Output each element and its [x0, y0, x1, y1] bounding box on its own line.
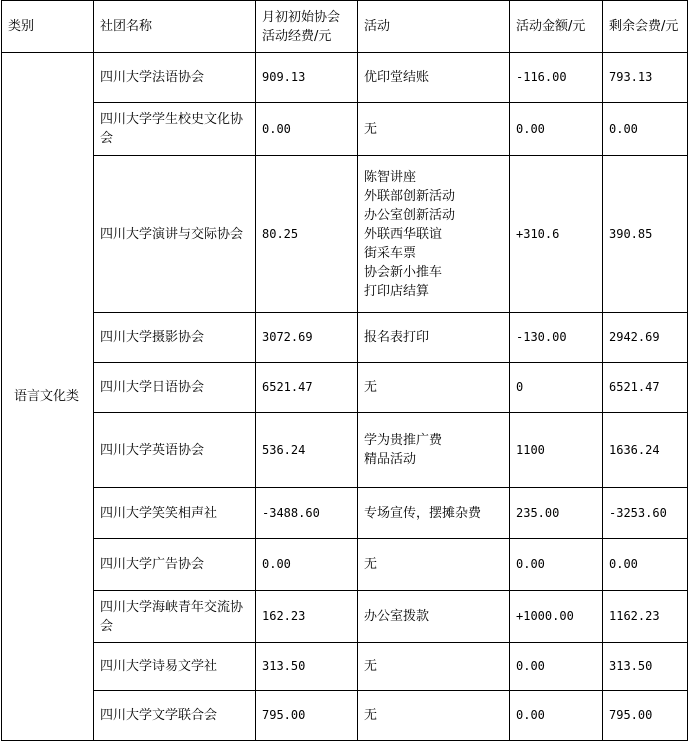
- activity-amount-cell: 0.00: [510, 103, 603, 156]
- activity-item: 外联部创新活动: [364, 188, 456, 204]
- initial-fund-cell: 0.00: [256, 103, 358, 156]
- header-row: [2, 1, 688, 53]
- activity-cell: [358, 691, 510, 741]
- activity-amount-cell: 0.00: [510, 643, 603, 691]
- activity-item: 打印店结算: [364, 283, 430, 299]
- remaining-fund-cell: 6521.47: [603, 363, 688, 413]
- activity-cell: [358, 643, 510, 691]
- activity-item: 协会新小推车: [364, 264, 443, 280]
- activity-item: 办公室拨款: [364, 609, 430, 624]
- table-row: [2, 103, 688, 156]
- header-activity: 活动: [358, 1, 510, 53]
- finance-table: [1, 0, 688, 741]
- activity-item: 专场宣传，摆摊杂费: [364, 505, 482, 521]
- remaining-fund-cell: 793.13: [603, 53, 688, 103]
- activity-item: 无: [364, 659, 378, 674]
- table-row: [2, 488, 688, 539]
- club-name-cell: 四川大学日语协会: [94, 363, 256, 413]
- table-row: [2, 156, 688, 313]
- club-name-cell: 四川大学文学联合会: [94, 691, 256, 741]
- club-name-cell: 四川大学学生校史文化协会: [94, 103, 256, 156]
- initial-fund-cell: 536.24: [256, 413, 358, 488]
- activity-cell: [358, 591, 510, 643]
- activity-cell: [358, 539, 510, 591]
- table-row: [2, 691, 688, 741]
- activity-item: 精品活动: [364, 452, 417, 467]
- club-name-cell: 四川大学笑笑相声社: [94, 488, 256, 539]
- activity-amount-cell: +310.6: [510, 156, 603, 313]
- activity-item: 无: [364, 121, 378, 137]
- remaining-fund-cell: -3253.60: [603, 488, 688, 539]
- activity-cell: [358, 488, 510, 539]
- initial-fund-cell: 6521.47: [256, 363, 358, 413]
- initial-fund-cell: 3072.69: [256, 313, 358, 363]
- activity-item: 办公室创新活动: [364, 207, 456, 223]
- activity-item: 优印堂结账: [364, 70, 430, 85]
- initial-fund-cell: 909.13: [256, 53, 358, 103]
- activity-item: 外联西华联谊: [364, 226, 443, 242]
- club-name-cell: 四川大学演讲与交际协会: [94, 156, 256, 313]
- club-name-cell: 四川大学法语协会: [94, 53, 256, 103]
- remaining-fund-cell: 795.00: [603, 691, 688, 741]
- remaining-fund-cell: 1162.23: [603, 591, 688, 643]
- activity-amount-cell: 1100: [510, 413, 603, 488]
- table-row: [2, 313, 688, 363]
- initial-fund-cell: -3488.60: [256, 488, 358, 539]
- activity-item: 无: [364, 557, 378, 572]
- table-row: [2, 591, 688, 643]
- header-remaining: 剩余会费/元: [603, 1, 688, 53]
- initial-fund-cell: 313.50: [256, 643, 358, 691]
- club-name-cell: 四川大学摄影协会: [94, 313, 256, 363]
- initial-fund-cell: 162.23: [256, 591, 358, 643]
- activity-cell: [358, 413, 510, 488]
- activity-item: 学为贵推广费: [364, 433, 443, 448]
- remaining-fund-cell: 390.85: [603, 156, 688, 313]
- activity-amount-cell: -130.00: [510, 313, 603, 363]
- activity-cell: [358, 313, 510, 363]
- activity-cell: [358, 363, 510, 413]
- category-cell: 语言文化类: [2, 53, 94, 741]
- activity-cell: [358, 103, 510, 156]
- club-name-cell: 四川大学广告协会: [94, 539, 256, 591]
- activity-amount-cell: 0.00: [510, 539, 603, 591]
- activity-amount-cell: 0: [510, 363, 603, 413]
- activity-item: 陈智讲座: [364, 169, 417, 185]
- activity-item: 无: [364, 708, 378, 723]
- header-category: 类别: [2, 1, 94, 53]
- remaining-fund-cell: 0.00: [603, 103, 688, 156]
- activity-amount-cell: 235.00: [510, 488, 603, 539]
- activity-amount-cell: -116.00: [510, 53, 603, 103]
- club-name-cell: 四川大学诗易文学社: [94, 643, 256, 691]
- table-row: [2, 539, 688, 591]
- header-amount: 活动金额/元: [510, 1, 603, 53]
- activity-amount-cell: 0.00: [510, 691, 603, 741]
- activity-item: 街采车票: [364, 245, 417, 261]
- remaining-fund-cell: 1636.24: [603, 413, 688, 488]
- club-name-cell: 四川大学英语协会: [94, 413, 256, 488]
- table-row: [2, 413, 688, 488]
- remaining-fund-cell: 2942.69: [603, 313, 688, 363]
- remaining-fund-cell: 313.50: [603, 643, 688, 691]
- activity-item: 报名表打印: [364, 330, 430, 345]
- table-body: [2, 53, 688, 741]
- table-row: [2, 643, 688, 691]
- header-name: 社团名称: [94, 1, 256, 53]
- table-row: [2, 53, 688, 103]
- activity-amount-cell: +1000.00: [510, 591, 603, 643]
- initial-fund-cell: 795.00: [256, 691, 358, 741]
- table-row: [2, 363, 688, 413]
- activity-cell: [358, 53, 510, 103]
- initial-fund-cell: 0.00: [256, 539, 358, 591]
- club-name-cell: 四川大学海峡青年交流协会: [94, 591, 256, 643]
- header-initial-fund: 月初初始协会活动经费/元: [256, 1, 358, 53]
- initial-fund-cell: 80.25: [256, 156, 358, 313]
- activity-item: 无: [364, 380, 378, 395]
- remaining-fund-cell: 0.00: [603, 539, 688, 591]
- activity-cell: [358, 156, 510, 313]
